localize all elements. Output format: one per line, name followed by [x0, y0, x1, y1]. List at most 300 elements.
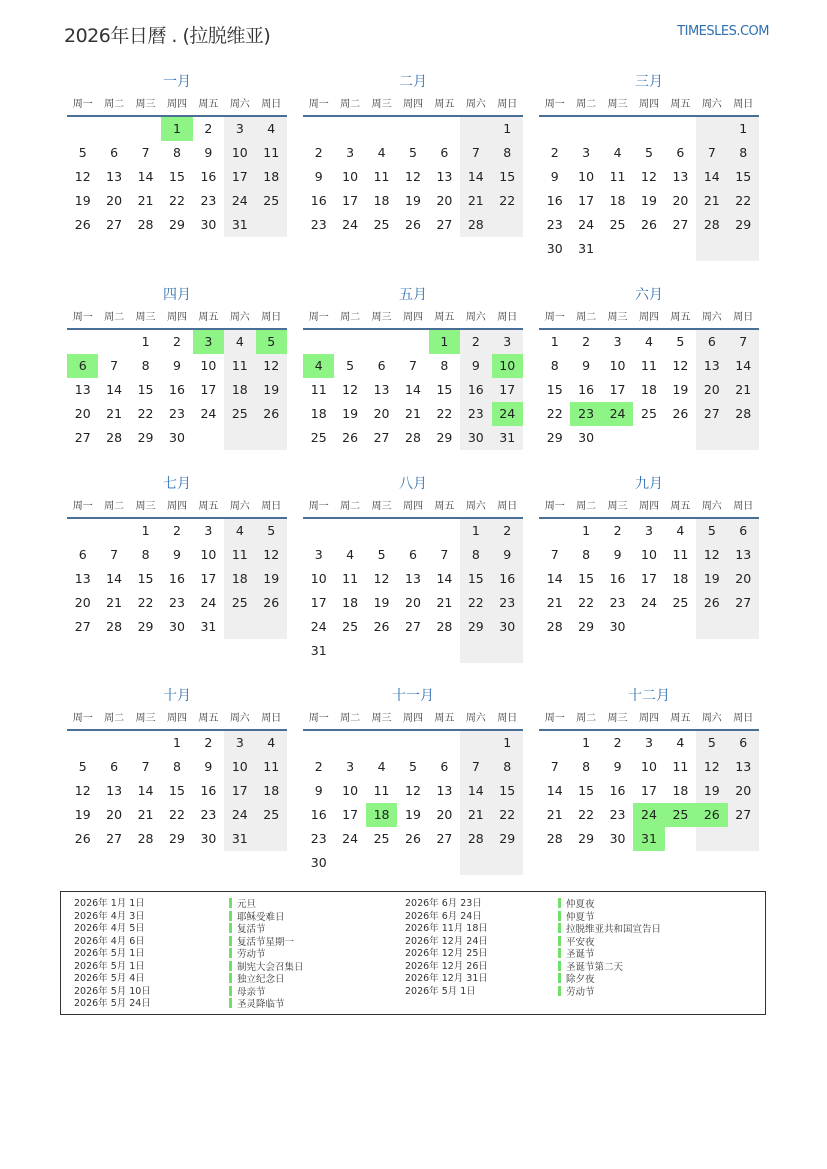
day-cell[interactable]: 15	[728, 165, 759, 189]
day-cell[interactable]: 24	[310, 619, 327, 634]
day-cell[interactable]: 7	[141, 759, 150, 774]
day-cell[interactable]: 23	[200, 193, 217, 208]
day-cell[interactable]: 22	[578, 595, 595, 610]
day-cell[interactable]: 27	[728, 591, 759, 615]
day-cell[interactable]: 23	[570, 402, 601, 426]
day-cell[interactable]: 15	[492, 165, 523, 189]
day-cell[interactable]: 4	[256, 731, 287, 755]
day-cell[interactable]: 19	[256, 567, 287, 591]
day-cell[interactable]: 23	[546, 217, 563, 232]
day-cell[interactable]: 20	[436, 807, 453, 822]
day-cell[interactable]: 16	[546, 193, 563, 208]
site-link[interactable]: TIMESLES.COM	[677, 24, 769, 39]
day-cell[interactable]: 13	[74, 382, 91, 397]
day-cell[interactable]: 9	[460, 354, 491, 378]
day-cell[interactable]: 2	[204, 121, 213, 136]
day-cell[interactable]: 14	[460, 779, 491, 803]
day-cell[interactable]: 15	[169, 169, 185, 184]
day-cell[interactable]: 15	[578, 783, 595, 798]
day-cell[interactable]: 2	[582, 334, 591, 349]
day-cell[interactable]: 24	[224, 803, 255, 827]
day-cell[interactable]: 25	[373, 831, 390, 846]
day-cell[interactable]: 11	[373, 169, 390, 184]
day-cell[interactable]: 21	[436, 595, 453, 610]
day-cell[interactable]: 27	[106, 217, 123, 232]
day-cell[interactable]: 18	[256, 165, 287, 189]
day-cell[interactable]: 9	[204, 145, 213, 160]
day-cell[interactable]: 18	[641, 382, 657, 397]
day-cell[interactable]: 22	[137, 595, 154, 610]
day-cell[interactable]: 8	[141, 547, 150, 562]
day-cell[interactable]: 28	[696, 213, 727, 237]
day-cell[interactable]: 14	[137, 783, 154, 798]
day-cell[interactable]: 4	[346, 547, 355, 562]
day-cell[interactable]: 23	[460, 402, 491, 426]
day-cell[interactable]: 6	[676, 145, 685, 160]
day-cell[interactable]: 14	[546, 571, 563, 586]
day-cell[interactable]: 13	[728, 543, 759, 567]
day-cell[interactable]: 28	[436, 619, 453, 634]
day-cell[interactable]: 5	[696, 519, 727, 543]
day-cell[interactable]: 20	[74, 406, 91, 421]
day-cell[interactable]: 19	[256, 378, 287, 402]
day-cell[interactable]: 8	[582, 547, 591, 562]
day-cell[interactable]: 19	[405, 807, 421, 822]
day-cell[interactable]: 19	[696, 567, 727, 591]
day-cell[interactable]: 1	[492, 117, 523, 141]
day-cell[interactable]: 14	[728, 354, 759, 378]
day-cell[interactable]: 31	[224, 827, 255, 851]
day-cell[interactable]: 23	[609, 595, 626, 610]
day-cell[interactable]: 3	[224, 731, 255, 755]
day-cell[interactable]: 28	[137, 217, 154, 232]
day-cell[interactable]: 7	[696, 141, 727, 165]
day-cell[interactable]: 19	[641, 193, 657, 208]
day-cell[interactable]: 6	[377, 358, 386, 373]
day-cell[interactable]: 9	[613, 759, 622, 774]
day-cell[interactable]: 13	[672, 169, 689, 184]
day-cell[interactable]: 25	[256, 189, 287, 213]
day-cell[interactable]: 24	[342, 831, 359, 846]
day-cell[interactable]: 25	[256, 803, 287, 827]
day-cell[interactable]: 17	[578, 193, 595, 208]
day-cell[interactable]: 30	[200, 217, 217, 232]
day-cell[interactable]: 23	[310, 217, 327, 232]
day-cell[interactable]: 13	[106, 169, 123, 184]
day-cell[interactable]: 12	[74, 783, 91, 798]
day-cell[interactable]: 19	[74, 807, 91, 822]
day-cell[interactable]: 5	[78, 759, 87, 774]
day-cell[interactable]: 6	[67, 354, 98, 378]
day-cell[interactable]: 29	[460, 615, 491, 639]
day-cell[interactable]: 4	[224, 330, 255, 354]
day-cell[interactable]: 7	[460, 141, 491, 165]
day-cell[interactable]: 6	[440, 759, 449, 774]
day-cell[interactable]: 8	[492, 141, 523, 165]
day-cell[interactable]: 6	[110, 145, 119, 160]
day-cell[interactable]: 8	[550, 358, 559, 373]
day-cell[interactable]: 3	[204, 523, 213, 538]
day-cell[interactable]: 3	[346, 759, 355, 774]
day-cell[interactable]: 12	[74, 169, 91, 184]
day-cell[interactable]: 10	[609, 358, 626, 373]
day-cell[interactable]: 10	[200, 547, 217, 562]
day-cell[interactable]: 30	[169, 430, 185, 445]
day-cell[interactable]: 8	[460, 543, 491, 567]
day-cell[interactable]: 11	[224, 354, 255, 378]
day-cell[interactable]: 25	[224, 591, 255, 615]
day-cell[interactable]: 26	[641, 217, 657, 232]
day-cell[interactable]: 8	[582, 759, 591, 774]
day-cell[interactable]: 6	[440, 145, 449, 160]
day-cell[interactable]: 12	[373, 571, 390, 586]
day-cell[interactable]: 14	[546, 783, 563, 798]
day-cell[interactable]: 23	[169, 406, 185, 421]
day-cell[interactable]: 7	[550, 759, 559, 774]
day-cell[interactable]: 30	[609, 619, 626, 634]
day-cell[interactable]: 29	[137, 619, 154, 634]
day-cell[interactable]: 24	[224, 189, 255, 213]
day-cell[interactable]: 30	[609, 831, 626, 846]
day-cell[interactable]: 27	[405, 619, 421, 634]
day-cell[interactable]: 25	[641, 406, 657, 421]
day-cell[interactable]: 20	[728, 567, 759, 591]
day-cell[interactable]: 2	[492, 519, 523, 543]
day-cell[interactable]: 25	[672, 595, 689, 610]
day-cell[interactable]: 26	[405, 217, 421, 232]
day-cell[interactable]: 21	[728, 378, 759, 402]
day-cell[interactable]: 11	[256, 141, 287, 165]
day-cell[interactable]: 17	[200, 571, 217, 586]
day-cell[interactable]: 8	[440, 358, 449, 373]
day-cell[interactable]: 3	[193, 330, 224, 354]
day-cell[interactable]: 10	[641, 759, 657, 774]
day-cell[interactable]: 26	[696, 803, 727, 827]
day-cell[interactable]: 16	[460, 378, 491, 402]
day-cell[interactable]: 7	[460, 755, 491, 779]
day-cell[interactable]: 7	[141, 145, 150, 160]
day-cell[interactable]: 8	[141, 358, 150, 373]
day-cell[interactable]: 15	[492, 779, 523, 803]
day-cell[interactable]: 10	[578, 169, 595, 184]
day-cell[interactable]: 15	[137, 382, 154, 397]
day-cell[interactable]: 10	[641, 547, 657, 562]
day-cell[interactable]: 16	[310, 807, 327, 822]
day-cell[interactable]: 8	[728, 141, 759, 165]
day-cell[interactable]: 3	[224, 117, 255, 141]
day-cell[interactable]: 15	[169, 783, 185, 798]
day-cell[interactable]: 7	[110, 358, 119, 373]
day-cell[interactable]: 21	[137, 193, 154, 208]
day-cell[interactable]: 28	[137, 831, 154, 846]
day-cell[interactable]: 1	[141, 334, 150, 349]
day-cell[interactable]: 14	[137, 169, 154, 184]
day-cell[interactable]: 4	[676, 523, 685, 538]
day-cell[interactable]: 22	[546, 406, 563, 421]
day-cell[interactable]: 30	[492, 615, 523, 639]
day-cell[interactable]: 21	[546, 595, 563, 610]
day-cell[interactable]: 21	[460, 189, 491, 213]
day-cell[interactable]: 14	[696, 165, 727, 189]
day-cell[interactable]: 31	[578, 241, 595, 256]
day-cell[interactable]: 15	[137, 571, 154, 586]
day-cell[interactable]: 8	[173, 145, 181, 160]
day-cell[interactable]: 17	[641, 783, 657, 798]
day-cell[interactable]: 11	[641, 358, 657, 373]
day-cell[interactable]: 12	[696, 755, 727, 779]
day-cell[interactable]: 29	[578, 619, 595, 634]
day-cell[interactable]: 9	[314, 783, 323, 798]
day-cell[interactable]: 11	[342, 571, 359, 586]
day-cell[interactable]: 11	[373, 783, 390, 798]
day-cell[interactable]: 16	[492, 567, 523, 591]
day-cell[interactable]: 3	[613, 334, 622, 349]
day-cell[interactable]: 7	[440, 547, 449, 562]
day-cell[interactable]: 18	[342, 595, 359, 610]
day-cell[interactable]: 29	[728, 213, 759, 237]
day-cell[interactable]: 9	[492, 543, 523, 567]
day-cell[interactable]: 30	[546, 241, 563, 256]
day-cell[interactable]: 27	[74, 619, 91, 634]
day-cell[interactable]: 13	[436, 169, 453, 184]
day-cell[interactable]: 25	[224, 402, 255, 426]
day-cell[interactable]: 19	[373, 595, 390, 610]
day-cell[interactable]: 2	[460, 330, 491, 354]
day-cell[interactable]: 27	[436, 217, 453, 232]
day-cell[interactable]: 3	[645, 523, 653, 538]
day-cell[interactable]: 16	[310, 193, 327, 208]
day-cell[interactable]: 4	[303, 354, 334, 378]
day-cell[interactable]: 12	[696, 543, 727, 567]
day-cell[interactable]: 30	[460, 426, 491, 450]
day-cell[interactable]: 1	[550, 334, 559, 349]
day-cell[interactable]: 17	[342, 193, 359, 208]
day-cell[interactable]: 10	[342, 169, 359, 184]
day-cell[interactable]: 18	[256, 779, 287, 803]
day-cell[interactable]: 21	[405, 406, 421, 421]
day-cell[interactable]: 17	[310, 595, 327, 610]
day-cell[interactable]: 13	[74, 571, 91, 586]
day-cell[interactable]: 10	[224, 141, 255, 165]
day-cell[interactable]: 13	[405, 571, 421, 586]
day-cell[interactable]: 26	[672, 406, 689, 421]
day-cell[interactable]: 20	[672, 193, 689, 208]
day-cell[interactable]: 28	[106, 619, 123, 634]
day-cell[interactable]: 24	[633, 803, 664, 827]
day-cell[interactable]: 9	[173, 547, 181, 562]
day-cell[interactable]: 25	[310, 430, 327, 445]
day-cell[interactable]: 12	[672, 358, 689, 373]
day-cell[interactable]: 10	[310, 571, 327, 586]
day-cell[interactable]: 29	[137, 430, 154, 445]
day-cell[interactable]: 11	[609, 169, 626, 184]
day-cell[interactable]: 23	[310, 831, 327, 846]
day-cell[interactable]: 15	[578, 571, 595, 586]
day-cell[interactable]: 21	[137, 807, 154, 822]
day-cell[interactable]: 23	[609, 807, 626, 822]
day-cell[interactable]: 10	[342, 783, 359, 798]
day-cell[interactable]: 16	[609, 783, 626, 798]
day-cell[interactable]: 11	[672, 547, 689, 562]
day-cell[interactable]: 1	[582, 523, 591, 538]
day-cell[interactable]: 17	[200, 382, 217, 397]
day-cell[interactable]: 13	[373, 382, 390, 397]
day-cell[interactable]: 27	[373, 430, 390, 445]
day-cell[interactable]: 26	[256, 591, 287, 615]
day-cell[interactable]: 5	[346, 358, 355, 373]
day-cell[interactable]: 6	[728, 731, 759, 755]
day-cell[interactable]: 9	[204, 759, 213, 774]
day-cell[interactable]: 9	[173, 358, 181, 373]
day-cell[interactable]: 1	[161, 117, 192, 141]
day-cell[interactable]: 17	[342, 807, 359, 822]
day-cell[interactable]: 22	[137, 406, 154, 421]
day-cell[interactable]: 16	[609, 571, 626, 586]
day-cell[interactable]: 2	[613, 735, 622, 750]
day-cell[interactable]: 1	[728, 117, 759, 141]
day-cell[interactable]: 2	[204, 735, 213, 750]
day-cell[interactable]: 12	[405, 169, 421, 184]
day-cell[interactable]: 12	[342, 382, 359, 397]
day-cell[interactable]: 21	[106, 406, 123, 421]
day-cell[interactable]: 19	[696, 779, 727, 803]
day-cell[interactable]: 3	[492, 330, 523, 354]
day-cell[interactable]: 11	[310, 382, 327, 397]
day-cell[interactable]: 3	[582, 145, 591, 160]
day-cell[interactable]: 6	[409, 547, 417, 562]
day-cell[interactable]: 24	[578, 217, 595, 232]
day-cell[interactable]: 4	[256, 117, 287, 141]
day-cell[interactable]: 29	[436, 430, 453, 445]
day-cell[interactable]: 13	[436, 783, 453, 798]
day-cell[interactable]: 29	[546, 430, 563, 445]
day-cell[interactable]: 12	[405, 783, 421, 798]
day-cell[interactable]: 30	[578, 430, 595, 445]
day-cell[interactable]: 22	[578, 807, 595, 822]
day-cell[interactable]: 4	[676, 735, 685, 750]
day-cell[interactable]: 3	[314, 547, 323, 562]
day-cell[interactable]: 24	[641, 595, 657, 610]
day-cell[interactable]: 6	[696, 330, 727, 354]
day-cell[interactable]: 30	[310, 855, 327, 870]
day-cell[interactable]: 4	[377, 759, 386, 774]
day-cell[interactable]: 17	[641, 571, 657, 586]
day-cell[interactable]: 20	[74, 595, 91, 610]
day-cell[interactable]: 21	[696, 189, 727, 213]
day-cell[interactable]: 1	[141, 523, 150, 538]
day-cell[interactable]: 11	[256, 755, 287, 779]
day-cell[interactable]: 30	[200, 831, 217, 846]
day-cell[interactable]: 22	[492, 189, 523, 213]
day-cell[interactable]: 24	[200, 595, 217, 610]
day-cell[interactable]: 14	[436, 571, 453, 586]
day-cell[interactable]: 1	[173, 735, 181, 750]
day-cell[interactable]: 24	[342, 217, 359, 232]
day-cell[interactable]: 18	[672, 571, 689, 586]
day-cell[interactable]: 28	[460, 827, 491, 851]
day-cell[interactable]: 20	[436, 193, 453, 208]
day-cell[interactable]: 3	[346, 145, 355, 160]
day-cell[interactable]: 19	[74, 193, 91, 208]
day-cell[interactable]: 7	[110, 547, 119, 562]
day-cell[interactable]: 15	[546, 382, 563, 397]
day-cell[interactable]: 31	[200, 619, 217, 634]
day-cell[interactable]: 17	[224, 779, 255, 803]
day-cell[interactable]: 9	[582, 358, 591, 373]
day-cell[interactable]: 7	[409, 358, 417, 373]
day-cell[interactable]: 24	[492, 402, 523, 426]
day-cell[interactable]: 22	[169, 807, 185, 822]
day-cell[interactable]: 4	[377, 145, 386, 160]
day-cell[interactable]: 9	[550, 169, 559, 184]
day-cell[interactable]: 10	[224, 755, 255, 779]
day-cell[interactable]: 17	[609, 382, 626, 397]
day-cell[interactable]: 25	[665, 803, 696, 827]
day-cell[interactable]: 18	[609, 193, 626, 208]
day-cell[interactable]: 31	[492, 426, 523, 450]
day-cell[interactable]: 11	[224, 543, 255, 567]
day-cell[interactable]: 27	[728, 803, 759, 827]
day-cell[interactable]: 7	[728, 330, 759, 354]
day-cell[interactable]: 17	[492, 378, 523, 402]
day-cell[interactable]: 6	[78, 547, 87, 562]
day-cell[interactable]: 1	[429, 330, 460, 354]
day-cell[interactable]: 3	[645, 735, 653, 750]
day-cell[interactable]: 18	[373, 193, 390, 208]
day-cell[interactable]: 19	[405, 193, 421, 208]
day-cell[interactable]: 23	[200, 807, 217, 822]
day-cell[interactable]: 20	[373, 406, 390, 421]
day-cell[interactable]: 21	[546, 807, 563, 822]
day-cell[interactable]: 14	[106, 382, 123, 397]
day-cell[interactable]: 28	[405, 430, 421, 445]
day-cell[interactable]: 26	[74, 831, 91, 846]
day-cell[interactable]: 27	[696, 402, 727, 426]
day-cell[interactable]: 5	[676, 334, 685, 349]
day-cell[interactable]: 19	[672, 382, 689, 397]
day-cell[interactable]: 20	[106, 807, 123, 822]
day-cell[interactable]: 28	[546, 619, 563, 634]
day-cell[interactable]: 26	[405, 831, 421, 846]
day-cell[interactable]: 29	[169, 831, 185, 846]
day-cell[interactable]: 23	[492, 591, 523, 615]
day-cell[interactable]: 17	[224, 165, 255, 189]
day-cell[interactable]: 18	[366, 803, 397, 827]
day-cell[interactable]: 2	[613, 523, 622, 538]
day-cell[interactable]: 7	[550, 547, 559, 562]
day-cell[interactable]: 12	[256, 354, 287, 378]
day-cell[interactable]: 5	[409, 759, 417, 774]
day-cell[interactable]: 2	[173, 334, 181, 349]
day-cell[interactable]: 20	[405, 595, 421, 610]
day-cell[interactable]: 1	[460, 519, 491, 543]
day-cell[interactable]: 13	[728, 755, 759, 779]
day-cell[interactable]: 10	[492, 354, 523, 378]
day-cell[interactable]: 22	[460, 591, 491, 615]
day-cell[interactable]: 14	[106, 571, 123, 586]
day-cell[interactable]: 26	[74, 217, 91, 232]
day-cell[interactable]: 10	[200, 358, 217, 373]
day-cell[interactable]: 16	[200, 783, 217, 798]
day-cell[interactable]: 22	[728, 189, 759, 213]
day-cell[interactable]: 28	[546, 831, 563, 846]
day-cell[interactable]: 31	[224, 213, 255, 237]
day-cell[interactable]: 27	[436, 831, 453, 846]
day-cell[interactable]: 18	[224, 567, 255, 591]
day-cell[interactable]: 29	[169, 217, 185, 232]
day-cell[interactable]: 27	[106, 831, 123, 846]
day-cell[interactable]: 29	[578, 831, 595, 846]
